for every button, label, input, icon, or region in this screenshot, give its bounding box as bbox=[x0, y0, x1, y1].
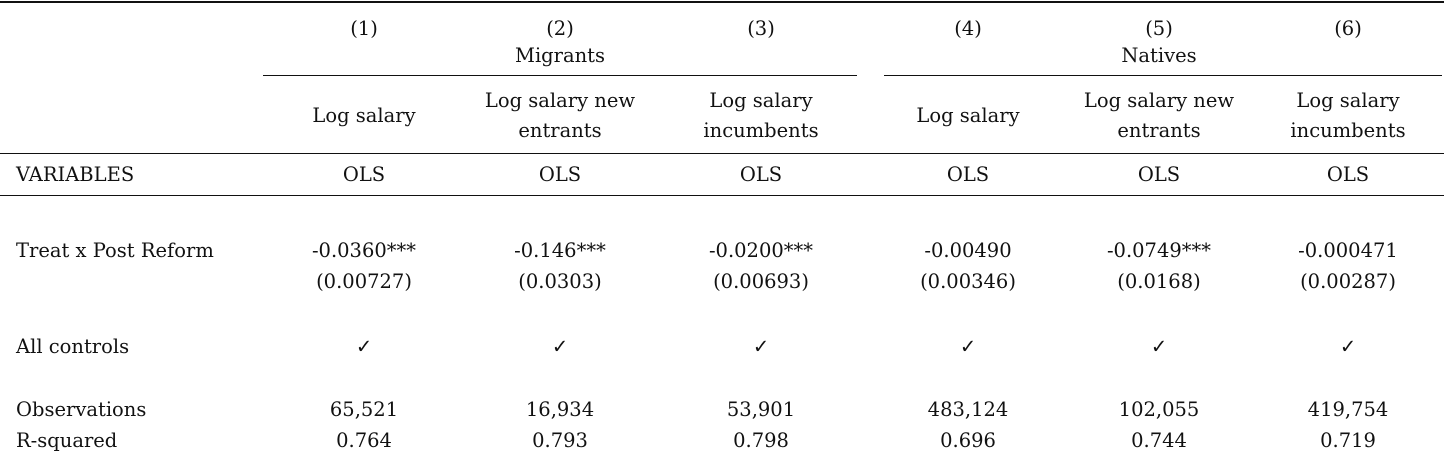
col-number: (2) bbox=[546, 17, 574, 40]
method-cell: OLS bbox=[739, 163, 783, 186]
obs-cell: 16,934 bbox=[525, 398, 595, 421]
row-label-observations: Observations bbox=[16, 398, 147, 421]
row-label-variables: VARIABLES bbox=[16, 163, 135, 186]
r2-cell: 0.696 bbox=[940, 429, 996, 452]
group-label-migrants: Migrants bbox=[514, 44, 606, 67]
col-header: Log salary bbox=[709, 89, 813, 112]
col-header: incumbents bbox=[1290, 119, 1406, 142]
top-rule bbox=[0, 1, 1444, 3]
coef-cell: -0.00490 bbox=[924, 239, 1012, 262]
header-rule bbox=[0, 153, 1444, 154]
migrants-cmidrule bbox=[263, 75, 857, 76]
se-cell: (0.00346) bbox=[920, 270, 1016, 293]
obs-cell: 483,124 bbox=[927, 398, 1009, 421]
col-number: (1) bbox=[350, 17, 378, 40]
coef-cell: -0.0360*** bbox=[311, 239, 417, 262]
col-number: (5) bbox=[1145, 17, 1173, 40]
se-cell: (0.00287) bbox=[1300, 270, 1396, 293]
method-cell: OLS bbox=[946, 163, 990, 186]
checkmark-icon: ✓ bbox=[959, 335, 977, 358]
obs-cell: 53,901 bbox=[726, 398, 796, 421]
r2-cell: 0.764 bbox=[336, 429, 392, 452]
se-cell: (0.00727) bbox=[316, 270, 412, 293]
method-cell: OLS bbox=[1326, 163, 1370, 186]
r2-cell: 0.793 bbox=[532, 429, 588, 452]
col-header: incumbents bbox=[703, 119, 819, 142]
obs-cell: 65,521 bbox=[329, 398, 399, 421]
col-number: (4) bbox=[954, 17, 982, 40]
r2-cell: 0.798 bbox=[733, 429, 789, 452]
row-label-treat: Treat x Post Reform bbox=[16, 239, 214, 262]
se-cell: (0.00693) bbox=[713, 270, 809, 293]
r2-cell: 0.744 bbox=[1131, 429, 1187, 452]
checkmark-icon: ✓ bbox=[1150, 335, 1168, 358]
col-number: (3) bbox=[747, 17, 775, 40]
coef-cell: -0.000471 bbox=[1298, 239, 1398, 262]
method-cell: OLS bbox=[1137, 163, 1181, 186]
row-label-controls: All controls bbox=[16, 335, 130, 358]
variables-rule bbox=[0, 195, 1444, 196]
col-header: Log salary new bbox=[1083, 89, 1235, 112]
col-header: Log salary bbox=[312, 104, 416, 127]
group-label-natives: Natives bbox=[1121, 44, 1197, 67]
checkmark-icon: ✓ bbox=[752, 335, 770, 358]
coef-cell: -0.0749*** bbox=[1106, 239, 1212, 262]
obs-cell: 102,055 bbox=[1118, 398, 1200, 421]
obs-cell: 419,754 bbox=[1307, 398, 1389, 421]
se-cell: (0.0168) bbox=[1117, 270, 1201, 293]
checkmark-icon: ✓ bbox=[551, 335, 569, 358]
checkmark-icon: ✓ bbox=[355, 335, 373, 358]
se-cell: (0.0303) bbox=[518, 270, 602, 293]
col-header: Log salary new bbox=[484, 89, 636, 112]
checkmark-icon: ✓ bbox=[1339, 335, 1357, 358]
col-header: entrants bbox=[518, 119, 602, 142]
natives-cmidrule bbox=[884, 75, 1442, 76]
col-header: Log salary bbox=[916, 104, 1020, 127]
col-header: entrants bbox=[1117, 119, 1201, 142]
method-cell: OLS bbox=[342, 163, 386, 186]
col-header: Log salary bbox=[1296, 89, 1400, 112]
col-number: (6) bbox=[1334, 17, 1362, 40]
method-cell: OLS bbox=[538, 163, 582, 186]
r2-cell: 0.719 bbox=[1320, 429, 1376, 452]
coef-cell: -0.0200*** bbox=[708, 239, 814, 262]
row-label-rsquared: R-squared bbox=[16, 429, 118, 452]
coef-cell: -0.146*** bbox=[514, 239, 606, 262]
